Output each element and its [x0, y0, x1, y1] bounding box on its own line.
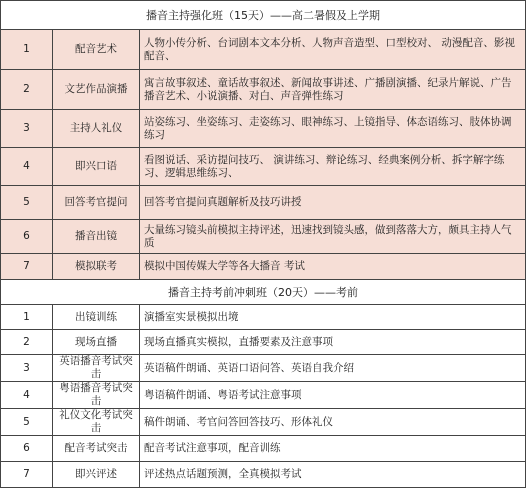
table-row [1, 436, 526, 462]
section-2-title: 播音主持考前冲刺班（20天）——考前 [1, 280, 526, 305]
course-description: 寓言故事叙述、童话故事叙述、新闻故事讲述、广播剧演播、纪录片解说、广告播音艺术、小说演播、对白、声音弹性练习 [140, 70, 526, 110]
course-description: 稿件朗诵、考官问答回答技巧、形体礼仪 [140, 409, 526, 436]
row-number: 3 [1, 355, 53, 382]
row-number: 1 [1, 30, 53, 70]
course-description: 评述热点话题预测，全真模拟考试 [140, 462, 526, 488]
row-number: 7 [1, 462, 53, 488]
course-description: 人物小传分析、台词剧本文本分析、人物声音造型、口型校对、 动漫配音、影视配音、 [140, 30, 526, 70]
course-name: 配音艺术 [53, 30, 140, 70]
table-row [1, 30, 526, 70]
course-description: 现场直播真实模拟，直播要素及注意事项 [140, 330, 526, 355]
section-2-header-row [1, 280, 526, 305]
course-name: 主持人礼仪 [53, 110, 140, 148]
course-name: 即兴口语 [53, 148, 140, 186]
course-name: 回答考官提问 [53, 186, 140, 220]
row-number: 4 [1, 382, 53, 409]
row-number: 2 [1, 330, 53, 355]
course-description: 站姿练习、坐姿练习、走姿练习、眼神练习、上镜指导、体态语练习、肢体协调练习 [140, 110, 526, 148]
course-name: 粤语播音考试突击 [53, 382, 140, 409]
row-number: 4 [1, 148, 53, 186]
course-name: 模拟联考 [53, 254, 140, 280]
course-description: 模拟中国传媒大学等各大播音 考试 [140, 254, 526, 280]
course-name: 出镜训练 [53, 305, 140, 330]
table-row [1, 70, 526, 110]
row-number: 1 [1, 305, 53, 330]
course-name: 即兴评述 [53, 462, 140, 488]
table-row [1, 220, 526, 254]
table-row [1, 330, 526, 355]
section-1-header-row [1, 1, 526, 30]
table-row [1, 110, 526, 148]
course-description: 英语稿件朗诵、英语口语问答、英语自我介绍 [140, 355, 526, 382]
row-number: 7 [1, 254, 53, 280]
row-number: 3 [1, 110, 53, 148]
course-description: 大量练习镜头前模拟主持评述，迅速找到镜头感，做到落落大方，颇具主持人气质 [140, 220, 526, 254]
course-description: 演播室实景模拟出境 [140, 305, 526, 330]
table-row [1, 462, 526, 488]
course-name: 英语播音考试突击 [53, 355, 140, 382]
table-row [1, 305, 526, 330]
course-name: 现场直播 [53, 330, 140, 355]
table-row [1, 382, 526, 409]
table-row [1, 409, 526, 436]
course-description: 配音考试注意事项，配音训练 [140, 436, 526, 462]
course-name: 播音出镜 [53, 220, 140, 254]
course-name: 礼仪文化考试突击 [53, 409, 140, 436]
course-description: 粤语稿件朗诵、粤语考试注意事项 [140, 382, 526, 409]
table-row [1, 148, 526, 186]
course-description: 看图说话、采访提问技巧、 演讲练习、辩论练习、经典案例分析、拆字解字练习、逻辑思维练习、 [140, 148, 526, 186]
course-name: 配音考试突击 [53, 436, 140, 462]
row-number: 5 [1, 409, 53, 436]
row-number: 6 [1, 220, 53, 254]
course-description: 回答考官提问真题解析及技巧讲授 [140, 186, 526, 220]
section-1-title: 播音主持强化班（15天）——高二暑假及上学期 [1, 1, 526, 30]
row-number: 5 [1, 186, 53, 220]
table-row [1, 254, 526, 280]
table-row [1, 186, 526, 220]
row-number: 2 [1, 70, 53, 110]
table-row [1, 355, 526, 382]
course-name: 文艺作品演播 [53, 70, 140, 110]
row-number: 6 [1, 436, 53, 462]
